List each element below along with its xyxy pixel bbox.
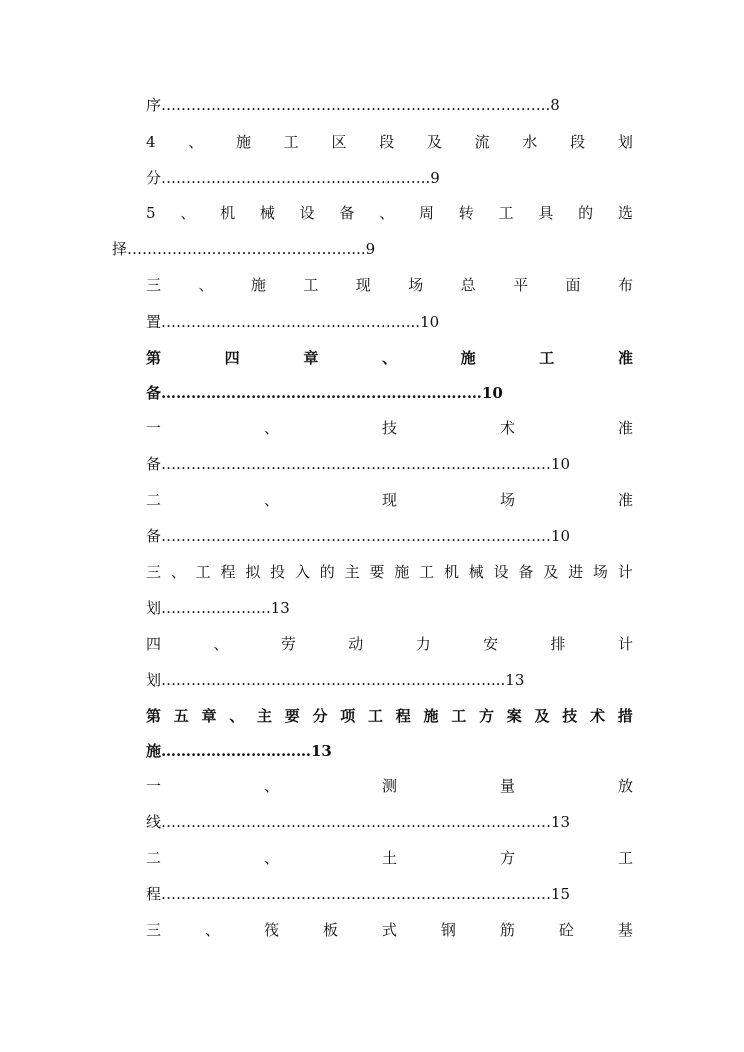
toc-char: 筏 bbox=[263, 921, 279, 939]
toc-char: 力 bbox=[415, 635, 431, 653]
toc-line: 划…………………………………………………………...13 bbox=[146, 671, 525, 689]
toc-char: 施 bbox=[236, 133, 252, 151]
toc-line: 程……………………………………………………………………15 bbox=[146, 885, 571, 903]
toc-char: 工 bbox=[451, 707, 467, 725]
toc-chapter-line bbox=[146, 704, 633, 728]
toc-char: 筋 bbox=[499, 921, 515, 939]
toc-char: 要 bbox=[284, 707, 300, 725]
toc-char: 划 bbox=[617, 133, 633, 151]
toc-char: 章 bbox=[201, 707, 217, 725]
toc-char: 四 bbox=[146, 635, 162, 653]
toc-char: 场 bbox=[592, 563, 608, 581]
toc-char: 械 bbox=[259, 204, 275, 222]
toc-char: 式 bbox=[381, 921, 397, 939]
toc-char: 机 bbox=[220, 204, 236, 222]
toc-char: 施 bbox=[250, 276, 266, 294]
toc-line bbox=[146, 560, 633, 584]
toc-char: 水 bbox=[522, 133, 538, 151]
toc-char: 土 bbox=[381, 849, 397, 867]
toc-char: 案 bbox=[506, 707, 522, 725]
toc-char: 场 bbox=[499, 491, 515, 509]
toc-char: 总 bbox=[460, 276, 476, 294]
toc-char: 、 bbox=[188, 133, 204, 151]
toc-char: 及 bbox=[426, 133, 442, 151]
toc-char: 工 bbox=[498, 204, 514, 222]
toc-char: 二 bbox=[146, 849, 162, 867]
toc-char: 准 bbox=[617, 349, 633, 367]
toc-char: 措 bbox=[617, 707, 633, 725]
toc-char: 、 bbox=[263, 491, 279, 509]
toc-char: 工 bbox=[419, 563, 435, 581]
toc-line: 置……………………………….…………...10 bbox=[146, 313, 440, 331]
toc-char: 技 bbox=[562, 707, 578, 725]
toc-char: 备 bbox=[518, 563, 534, 581]
toc-char: 一 bbox=[146, 419, 162, 437]
toc-line bbox=[146, 273, 633, 297]
toc-line: 备……………………………………………………………………10 bbox=[146, 455, 571, 473]
toc-char: 钢 bbox=[440, 921, 456, 939]
toc-char: 工 bbox=[539, 349, 555, 367]
toc-line bbox=[146, 774, 633, 798]
toc-char: 项 bbox=[340, 707, 356, 725]
toc-char: 工 bbox=[283, 133, 299, 151]
toc-char: 第 bbox=[146, 349, 162, 367]
toc-char: 排 bbox=[550, 635, 566, 653]
toc-char: 工 bbox=[303, 276, 319, 294]
toc-char: 第 bbox=[146, 707, 162, 725]
toc-char: 程 bbox=[220, 563, 236, 581]
toc-char: 备 bbox=[339, 204, 355, 222]
toc-char: 平 bbox=[513, 276, 529, 294]
toc-line bbox=[146, 846, 633, 870]
toc-char: 投 bbox=[270, 563, 286, 581]
toc-char: 、 bbox=[381, 349, 397, 367]
toc-char: 的 bbox=[578, 204, 594, 222]
toc-char: 放 bbox=[617, 777, 633, 795]
toc-char: 施 bbox=[460, 349, 476, 367]
toc-char: 进 bbox=[568, 563, 584, 581]
toc-char: 、 bbox=[263, 849, 279, 867]
toc-char: 及 bbox=[543, 563, 559, 581]
toc-char: 计 bbox=[617, 635, 633, 653]
toc-char: 、 bbox=[180, 204, 196, 222]
toc-char: 三 bbox=[146, 276, 162, 294]
toc-char: 、 bbox=[204, 921, 220, 939]
toc-chapter-line: 施…………………………13 bbox=[146, 742, 332, 760]
toc-char: 入 bbox=[294, 563, 310, 581]
toc-char: 要 bbox=[369, 563, 385, 581]
toc-char: 主 bbox=[344, 563, 360, 581]
toc-char: 现 bbox=[355, 276, 371, 294]
toc-char: 准 bbox=[617, 419, 633, 437]
toc-char: 的 bbox=[319, 563, 335, 581]
toc-char: 分 bbox=[312, 707, 328, 725]
toc-line: 分……………………………….……………..9 bbox=[146, 169, 440, 187]
toc-char: 术 bbox=[590, 707, 606, 725]
toc-char: 工 bbox=[617, 849, 633, 867]
toc-char: 布 bbox=[617, 276, 633, 294]
toc-char: 术 bbox=[499, 419, 515, 437]
toc-char: 工 bbox=[368, 707, 384, 725]
toc-line bbox=[146, 201, 633, 225]
toc-line bbox=[146, 918, 633, 942]
toc-char: 工 bbox=[195, 563, 211, 581]
toc-char: 施 bbox=[423, 707, 439, 725]
toc-line: 择……………..………………………....9 bbox=[112, 240, 376, 258]
toc-char: 区 bbox=[331, 133, 347, 151]
toc-char: 计 bbox=[617, 563, 633, 581]
toc-char: 具 bbox=[538, 204, 554, 222]
toc-char: 转 bbox=[458, 204, 474, 222]
toc-line bbox=[146, 416, 633, 440]
toc-chapter-line bbox=[146, 346, 633, 370]
toc-char: 方 bbox=[499, 849, 515, 867]
toc-char: 段 bbox=[570, 133, 586, 151]
toc-char: 现 bbox=[381, 491, 397, 509]
toc-char: 机 bbox=[443, 563, 459, 581]
toc-char: 基 bbox=[617, 921, 633, 939]
toc-char: 动 bbox=[348, 635, 364, 653]
toc-char: 施 bbox=[394, 563, 410, 581]
toc-char: 程 bbox=[395, 707, 411, 725]
toc-char: 四 bbox=[224, 349, 240, 367]
toc-char: 面 bbox=[565, 276, 581, 294]
toc-char: 、 bbox=[229, 707, 245, 725]
toc-char: 量 bbox=[499, 777, 515, 795]
toc-char: 技 bbox=[381, 419, 397, 437]
toc-char: 拟 bbox=[245, 563, 261, 581]
toc-chapter-line: 备……………………………………..……………..…10 bbox=[146, 384, 503, 402]
toc-char: 三 bbox=[146, 921, 162, 939]
toc-line bbox=[146, 488, 633, 512]
toc-char: 劳 bbox=[280, 635, 296, 653]
toc-char: 、 bbox=[198, 276, 214, 294]
toc-char: 及 bbox=[534, 707, 550, 725]
toc-line: 划………………….13 bbox=[146, 599, 290, 617]
toc-char: 测 bbox=[381, 777, 397, 795]
toc-char: 砼 bbox=[558, 921, 574, 939]
toc-char: 选 bbox=[617, 204, 633, 222]
toc-char: 、 bbox=[213, 635, 229, 653]
toc-char: 、 bbox=[263, 419, 279, 437]
toc-char: 设 bbox=[493, 563, 509, 581]
toc-char: 械 bbox=[468, 563, 484, 581]
toc-char: 段 bbox=[379, 133, 395, 151]
toc-char: 三 bbox=[146, 563, 162, 581]
toc-line: 备……………………………………………………………………10 bbox=[146, 527, 571, 545]
toc-char: 、 bbox=[170, 563, 186, 581]
toc-line bbox=[146, 130, 633, 154]
toc-char: 主 bbox=[257, 707, 273, 725]
toc-char: 板 bbox=[322, 921, 338, 939]
toc-char: 准 bbox=[617, 491, 633, 509]
toc-char: 流 bbox=[474, 133, 490, 151]
toc-char: 场 bbox=[408, 276, 424, 294]
toc-char: 方 bbox=[479, 707, 495, 725]
toc-line: 序…………………………………………………….……………..8 bbox=[146, 96, 560, 114]
toc-char: 设 bbox=[299, 204, 315, 222]
toc-char: 安 bbox=[483, 635, 499, 653]
toc-char: 五 bbox=[173, 707, 189, 725]
toc-line: 线……………………………………………………………………13 bbox=[146, 813, 571, 831]
toc-char: 5 bbox=[146, 204, 156, 222]
toc-char: 4 bbox=[146, 133, 156, 151]
toc-char: 一 bbox=[146, 777, 162, 795]
toc-char: 章 bbox=[303, 349, 319, 367]
toc-char: 、 bbox=[379, 204, 395, 222]
toc-line bbox=[146, 632, 633, 656]
toc-char: 周 bbox=[419, 204, 435, 222]
toc-char: 二 bbox=[146, 491, 162, 509]
toc-char: 、 bbox=[263, 777, 279, 795]
